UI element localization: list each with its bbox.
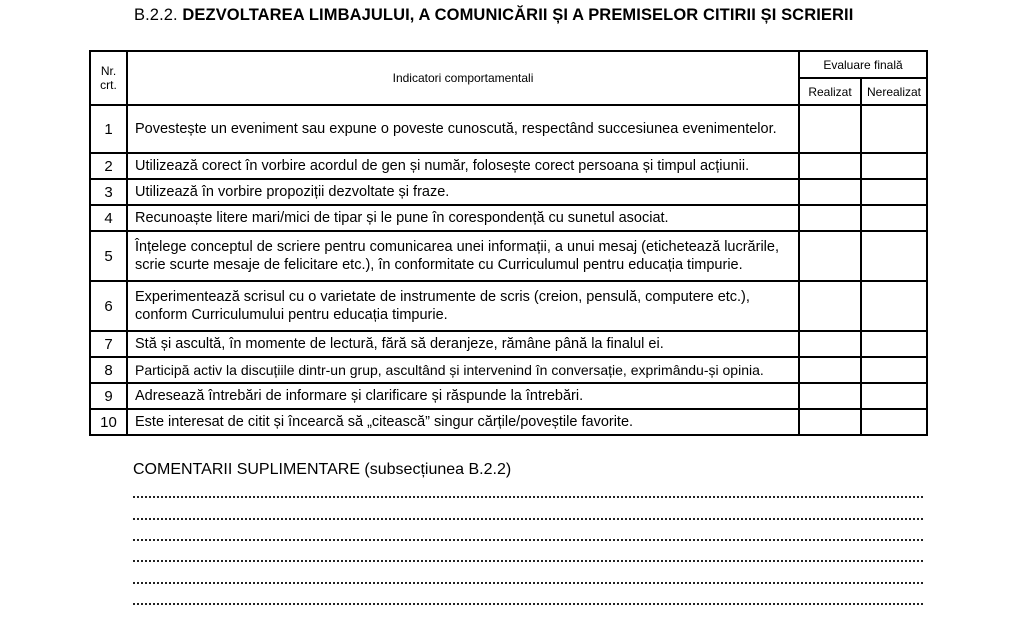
row-number: 6: [90, 281, 127, 331]
col-nr-header: Nr. crt.: [90, 51, 127, 105]
table-row: [90, 383, 927, 409]
indicator-text: Participă activ la discuțiile dintr-un grup, ascultând și intervenind în conversație, exprimându-și opinia.: [127, 357, 799, 383]
realizat-cell[interactable]: [799, 409, 861, 435]
comment-line[interactable]: [133, 582, 923, 584]
col-indicators-header: Indicatori comportamentali: [127, 51, 799, 105]
table-row: [90, 409, 927, 435]
nerealizat-cell[interactable]: [861, 179, 927, 205]
row-number: 7: [90, 331, 127, 357]
comment-line[interactable]: [133, 560, 923, 562]
nerealizat-cell[interactable]: [861, 231, 927, 281]
comment-line[interactable]: [133, 518, 923, 520]
table-row: [90, 179, 927, 205]
realizat-cell[interactable]: [799, 231, 861, 281]
realizat-cell[interactable]: [799, 281, 861, 331]
table-row: [90, 105, 927, 153]
indicator-text: Recunoaște litere mari/mici de tipar și le pune în corespondență cu sunetul asociat.: [127, 205, 799, 231]
indicator-text: Stă și ascultă, în momente de lectură, fără să deranjeze, rămâne până la finalul ei.: [127, 331, 799, 357]
table-row: [90, 331, 927, 357]
realizat-cell[interactable]: [799, 383, 861, 409]
nerealizat-cell[interactable]: [861, 331, 927, 357]
table-row: [90, 153, 927, 179]
nerealizat-cell[interactable]: [861, 409, 927, 435]
realizat-cell[interactable]: [799, 153, 861, 179]
row-number: 4: [90, 205, 127, 231]
row-number: 1: [90, 105, 127, 153]
nerealizat-cell[interactable]: [861, 105, 927, 153]
row-number: 8: [90, 357, 127, 383]
indicator-text: Este interesat de citit și încearcă să „citească” singur cărțile/poveștile favorite.: [127, 409, 799, 435]
table-row: [90, 281, 927, 331]
indicator-text: Utilizează în vorbire propoziții dezvoltate și fraze.: [127, 179, 799, 205]
table-row: [90, 231, 927, 281]
evaluation-table: [89, 50, 928, 436]
table-row: [90, 357, 927, 383]
row-number: 9: [90, 383, 127, 409]
indicator-text: Experimentează scrisul cu o varietate de instrumente de scris (creion, pensulă, computere etc.), conform Curriculumului pentru educația timpurie.: [127, 281, 799, 331]
section-heading: [134, 6, 853, 25]
realizat-cell[interactable]: [799, 331, 861, 357]
indicator-text: Adresează întrebări de informare și clarificare și răspunde la întrebări.: [127, 383, 799, 409]
section-title: DEZVOLTAREA LIMBAJULUI, A COMUNICĂRII ȘI A PREMISELOR CITIRII ȘI SCRIERII: [182, 6, 854, 24]
nerealizat-cell[interactable]: [861, 357, 927, 383]
nerealizat-cell[interactable]: [861, 205, 927, 231]
nerealizat-cell[interactable]: [861, 153, 927, 179]
row-number: 5: [90, 231, 127, 281]
realizat-cell[interactable]: [799, 105, 861, 153]
col-nerealizat-header: Nerealizat: [861, 78, 927, 105]
realizat-cell[interactable]: [799, 357, 861, 383]
indicator-text: Utilizează corect în vorbire acordul de gen și număr, folosește corect persoana și timpul acțiunii.: [127, 153, 799, 179]
comment-line[interactable]: [133, 496, 923, 498]
realizat-cell[interactable]: [799, 179, 861, 205]
col-eval-header: Evaluare finală: [799, 51, 927, 78]
comment-line[interactable]: [133, 539, 923, 541]
col-realizat-header: Realizat: [799, 78, 861, 105]
indicator-text: Înțelege conceptul de scriere pentru comunicarea unei informații, a unui mesaj (etichetează lucrările, scrie scurte mesaje de felicitare etc.), în conformitate cu Curriculumul pentru educația timpurie.: [127, 231, 799, 281]
row-number: 10: [90, 409, 127, 435]
comments-title: COMENTARII SUPLIMENTARE (subsecțiunea B.2.2): [133, 461, 512, 478]
row-number: 3: [90, 179, 127, 205]
comment-line[interactable]: [133, 603, 923, 605]
realizat-cell[interactable]: [799, 205, 861, 231]
row-number: 2: [90, 153, 127, 179]
nerealizat-cell[interactable]: [861, 383, 927, 409]
nerealizat-cell[interactable]: [861, 281, 927, 331]
table-row: [90, 205, 927, 231]
section-number: B.2.2.: [134, 6, 178, 24]
indicator-text: Povestește un eveniment sau expune o poveste cunoscută, respectând succesiunea evenimentelor.: [127, 105, 799, 153]
